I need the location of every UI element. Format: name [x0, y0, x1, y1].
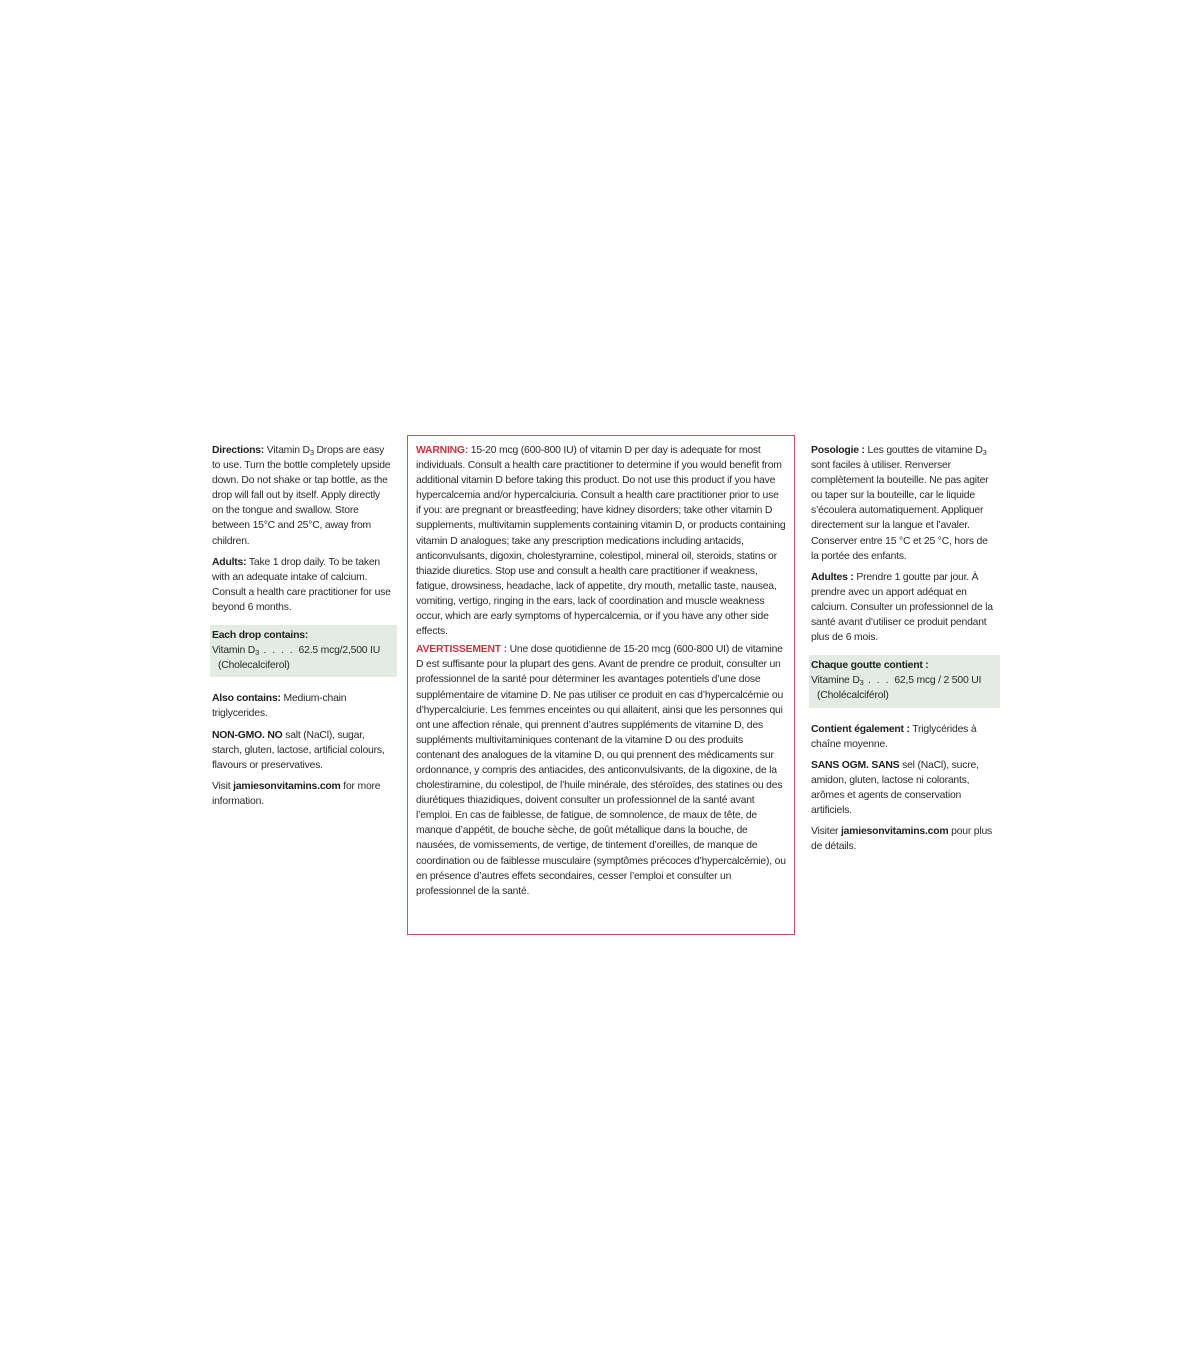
- adults-label: Adults:: [212, 556, 247, 568]
- panel-heading-fr: Chaque goutte contient :: [811, 660, 929, 672]
- adultes-paragraph: Adultes : Prendre 1 goutte par jour. À prendre avec un apport adéquat en calcium. Consulter un professionnel de la santé avant d’utiliser ce produit pendant plus de 6 mois.: [811, 571, 993, 644]
- adults-paragraph: Adults: Take 1 drop daily. To be taken with an adequate intake of calcium. Consult a health care practitioner for use beyond 6 months.: [212, 556, 391, 613]
- panel-ingredient-row-fr: Vitamine $D_3$ . . . 62,5 mcg / 2 500 UI: [811, 675, 982, 688]
- panel-ingredient-row: Vitamin $D_3$ . . . . 62.5 mcg/2,500 IU: [212, 645, 381, 658]
- directions-paragraph: Directions: Vitamin $D_3$ Drops are easy to use. Turn the bottle completely upside down. Do not shake or tap bottle, as the drop will fall out by itself. Apply directly on the tongue and swallow. Store between 15°C and 25°C, away from children.: [212, 445, 391, 547]
- contient-paragraph: Contient également : Triglycérides à chaîne moyenne.: [811, 723, 977, 750]
- also-contains-paragraph: Also contains: Medium-chain triglycerides.: [212, 693, 347, 720]
- posologie-paragraph: Posologie : Les gouttes de vitamine $D_3$ sont faciles à utiliser. Renverser complètement la bouteille. Ne pas agiter ou taper sur la bouteille, car le liquide s’écoulera automatiquement. Appliquer directement sur la langue et l’avaler. Conserver entre 15 °C et 25 °C, hors de la portée des enfants.: [811, 445, 989, 562]
- avertissement-label: AVERTISSEMENT :: [416, 644, 507, 656]
- english-column: [212, 443, 393, 815]
- warning-label: WARNING:: [416, 445, 469, 456]
- visit-paragraph: Visit jamiesonvitamins.com for more information.: [212, 780, 381, 807]
- website-link-fr[interactable]: jamiesonvitamins.com: [840, 826, 949, 838]
- panel-heading: Each drop contains:: [212, 630, 309, 642]
- non-gmo-paragraph: NON-GMO. NO salt (NaCl), sugar, starch, gluten, lactose, artificial colours, flavours or preservatives.: [212, 729, 385, 771]
- avertissement-paragraph: AVERTISSEMENT : Une dose quotidienne de 15-20 mcg (600-800 UI) de vitamine D est suffisante pour la plupart des gens. Avant de prendre ce produit, consulter un professionnel de la santé pour déterminer les avantages potentiels d’une dose supplémentaire de vitamine D. Ne pas utiliser ce produit en cas d’hypercalcémie ou d’hypercalciurie. Les femmes enceintes ou qui allaitent, ainsi que les personnes qui ont une affection rénale, qui prennent d’autres suppléments de vitamine D, des suppléments multivitaminiques contenant de la vitamine D ou des produits contenant des analogues de la vitamine D, ou qui prennent des médicaments sur ordonnance, y compris des antiacides, des anticonvulsivants, de la digoxine, de la cholestiramine, du colestipol, de l’huile minérale, des stéroïdes, des statines ou des diurétiques thiazidiques, doivent consulter un professionnel de la santé avant l’emploi. En cas de faiblesse, de fatigue, de somnolence, de maux de tête, de manque d’appétit, de bouche sèche, de goût métallique dans la bouche, de nausées, de vomissements, de vertige, de tintement d’oreilles, de manque de coordination ou de faiblesse musculaire (symptômes précoces d’hypercalcémie), ou en présence d’autres effets secondaires, cesser l’emploi et consulter un professionnel de la santé.: [416, 644, 786, 897]
- sans-ogm-paragraph: SANS OGM. SANS sel (NaCl), sucre, amidon, gluten, lactose ni colorants, arômes et agents de conservation artificiels.: [811, 759, 979, 816]
- supplement-facts-panel: [210, 625, 397, 677]
- warning-box: [407, 435, 795, 935]
- panel-ingredient-name: (Cholecalciferol): [218, 660, 290, 672]
- posologie-label: Posologie :: [811, 445, 865, 456]
- visiter-paragraph: Visiter jamiesonvitamins.com pour plus de détails.: [811, 826, 993, 853]
- website-link[interactable]: jamiesonvitamins.com: [233, 780, 341, 792]
- supplement-facts-panel-fr: [809, 655, 1000, 707]
- panel-ingredient-name-fr: (Cholécalciférol): [817, 690, 889, 702]
- adultes-label: Adultes :: [811, 571, 854, 583]
- french-column: [811, 443, 996, 860]
- directions-label: Directions:: [212, 445, 265, 456]
- warning-paragraph: WARNING: 15-20 mcg (600-800 IU) of vitamin D per day is adequate for most individuals. Consult a health care practitioner to determine if you would benefit from additional vitamin D before taking this product. Do not use this product if you have hypercalcemia and/or hypercalciuria. Consult a health care practitioner prior to use if you: are pregnant or breastfeeding; have kidney disorders; take other vitamin D supplements, multivitamin supplements containing vitamin D, or products containing vitamin D analogues; take any prescription medications including antacids, anticonvulsants, digoxin, cholestyramine, colestipol, mineral oil, steroids, statins or thiazide diuretics. Stop use and consult a health care practitioner if weakness, fatigue, drowsiness, headache, lack of appetite, dry mouth, metallic taste, nausea, vomiting, vertigo, ringing in the ears, lack of coordination and muscle weakness occur, which are early symptoms of hypercalcemia, or if you have any other side effects.: [416, 445, 786, 638]
